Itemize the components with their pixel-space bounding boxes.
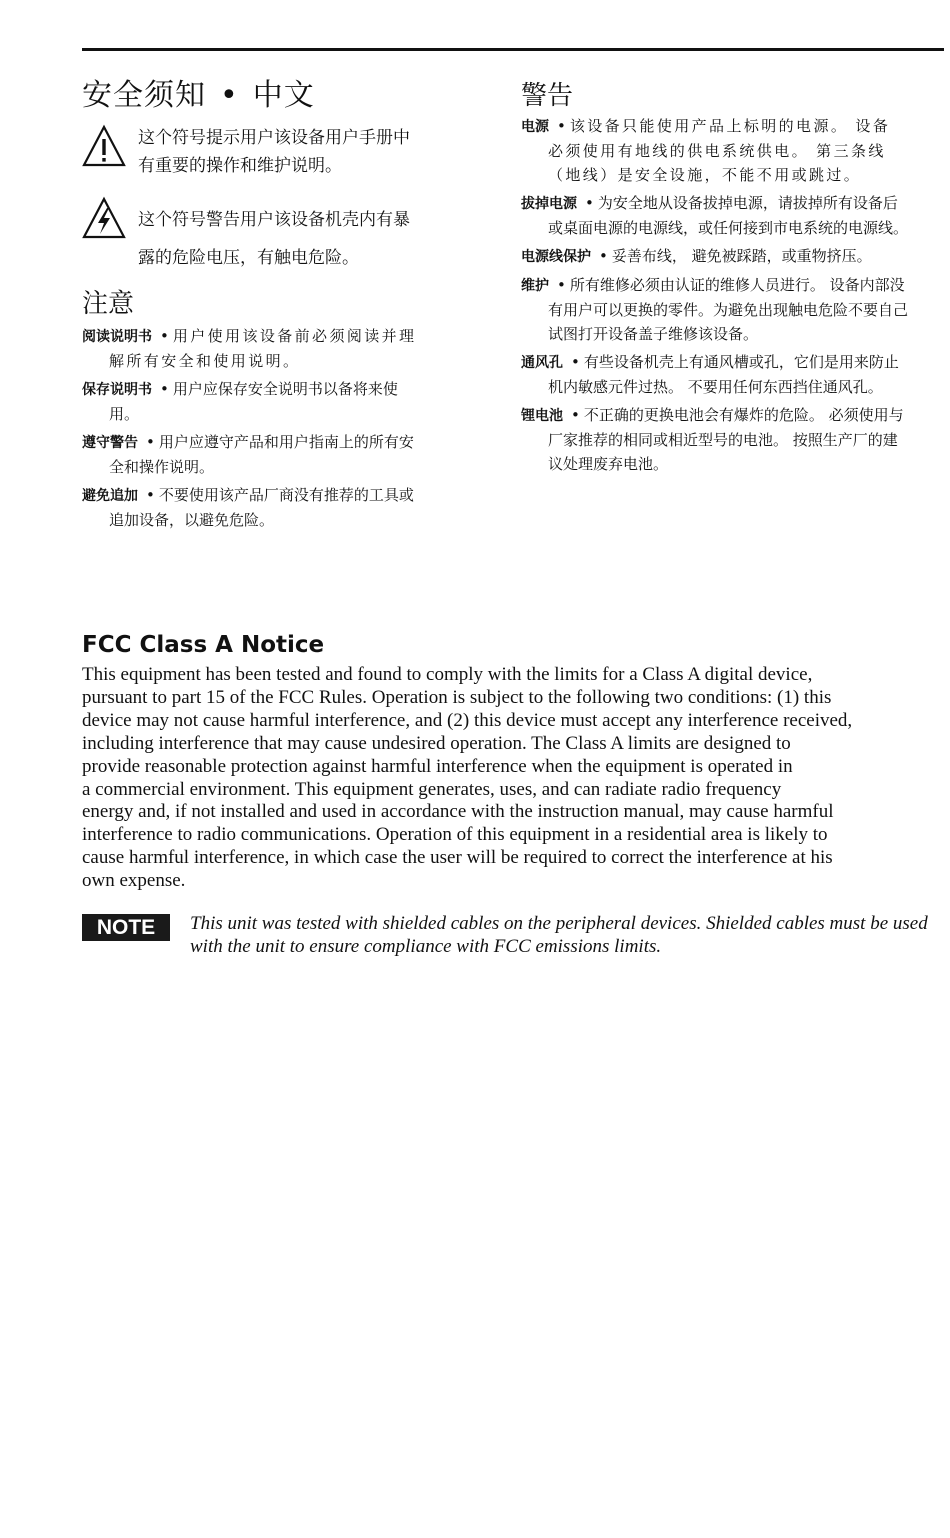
item-key: 通风孔 xyxy=(521,355,563,371)
fcc-line: This equipment has been tested and found to comply with the limits for a Class A digital device, xyxy=(82,664,813,685)
list-item: 电源 • 该设备只能使用产品上标明的电源。 设备 必须使用有地线的供电系统供电。 第三条线 （地线）是安全设施，不能不用或跳过。 xyxy=(521,114,943,187)
lightning-warning-triangle-icon xyxy=(82,196,126,240)
item-text: 用户应保存安全说明书以备将来使 xyxy=(172,380,398,398)
note-row xyxy=(82,913,942,959)
item-text: 该设备只能使用产品上标明的电源。 设备 xyxy=(569,117,891,135)
symbol-text-line1: 这个符号提示用户该设备用户手册中 xyxy=(138,128,410,148)
title-text: 安全须知 xyxy=(82,78,206,113)
item-text-cont: 机内敏感元件过热。 不要用任何东西挡住通风孔。 xyxy=(548,378,883,396)
fcc-body xyxy=(82,664,942,893)
top-rule xyxy=(82,48,944,51)
item-text-cont: 必须使用有地线的供电系统供电。 第三条线 xyxy=(548,142,886,160)
title-bullet: • xyxy=(220,78,239,113)
item-text: 妥善布线， 避免被踩踏，或重物挤压。 xyxy=(611,247,872,265)
item-text-cont: 试图打开设备盖子维修该设备。 xyxy=(548,325,759,343)
note-badge: NOTE xyxy=(82,914,170,941)
item-text-cont: 厂家推荐的相同或相近型号的电池。 按照生产厂的建 xyxy=(548,431,898,449)
list-item: 阅读说明书 • 用户使用该设备前必须阅读并理 解所有安全和使用说明。 xyxy=(82,324,472,373)
item-text-cont: （地线）是安全设施，不能不用或跳过。 xyxy=(548,166,862,184)
exclamation-warning-triangle-icon xyxy=(82,124,126,168)
item-key: 维护 xyxy=(521,278,549,294)
list-item: 避免追加 • 不要使用该产品厂商没有推荐的工具或 追加设备，以避免危险。 xyxy=(82,483,472,532)
list-item: 维护 • 所有维修必须由认证的维修人员进行。 设备内部没 有用户可以更换的零件。为避免出现触电危险不要自己 试图打开设备盖子维修该设备。 xyxy=(521,273,943,346)
warning-list xyxy=(521,114,943,476)
symbol-lightning xyxy=(82,196,472,272)
item-text-cont: 全和操作说明。 xyxy=(109,458,215,476)
fcc-line: cause harmful interference, in which case the user will be required to correct the interference at his xyxy=(82,847,833,869)
item-key: 保存说明书 xyxy=(82,382,152,398)
safety-right-column xyxy=(521,74,943,480)
fcc-title: FCC Class A Notice xyxy=(82,632,325,658)
item-text-cont: 或桌面电源的电源线，或任何接到市电系统的电源线。 xyxy=(548,219,909,237)
item-key: 电源线保护 xyxy=(521,249,591,265)
symbol-text-line2: 露的危险电压，有触电危险。 xyxy=(138,248,359,268)
symbol-text-line1: 这个符号警告用户该设备机壳内有暴 xyxy=(138,210,410,230)
item-key: 阅读说明书 xyxy=(82,329,152,345)
list-item: 遵守警告 • 用户应遵守产品和用户指南上的所有安 全和操作说明。 xyxy=(82,430,472,479)
symbol-text-line2: 有重要的操作和维护说明。 xyxy=(138,156,342,176)
title-lang: 中文 xyxy=(252,78,315,113)
page-title xyxy=(82,74,472,118)
item-text: 所有维修必须由认证的维修人员进行。 设备内部没 xyxy=(569,276,905,294)
item-text-cont: 追加设备，以避免危险。 xyxy=(109,511,275,529)
item-text: 不正确的更换电池会有爆炸的危险。 必须使用与 xyxy=(583,406,904,424)
fcc-line: pursuant to part 15 of the FCC Rules. Operation is subject to the following two conditions: (1) this xyxy=(82,686,832,708)
fcc-line: own expense. xyxy=(82,870,186,892)
note-line: with the unit to ensure compliance with FCC emissions limits. xyxy=(190,935,662,957)
caution-list xyxy=(82,324,472,532)
item-text-cont: 解所有安全和使用说明。 xyxy=(109,352,301,370)
item-text: 为安全地从设备拔掉电源，请拔掉所有设备后 xyxy=(597,194,898,212)
fcc-line: interference to radio communications. Operation of this equipment in a residential area is likely to xyxy=(82,824,828,846)
list-item: 拔掉电源 • 为安全地从设备拔掉电源，请拔掉所有设备后 或桌面电源的电源线，或任何接到市电系统的电源线。 xyxy=(521,191,943,240)
fcc-line: including interference that may cause undesired operation. The Class A limits are designed to xyxy=(82,732,791,754)
list-item: 锂电池 • 不正确的更换电池会有爆炸的危险。 必须使用与 厂家推荐的相同或相近型号的电池。 按照生产厂的建 议处理废弃电池。 xyxy=(521,403,943,476)
symbol-exclamation xyxy=(82,124,472,180)
item-text: 不要使用该产品厂商没有推荐的工具或 xyxy=(158,486,414,504)
note-text xyxy=(190,913,928,959)
list-item: 电源线保护 • 妥善布线， 避免被踩踏，或重物挤压。 xyxy=(521,247,872,265)
fcc-line: a commercial environment. This equipment generates, uses, and can radiate radio frequency xyxy=(82,778,782,800)
item-key: 拔掉电源 xyxy=(521,196,577,212)
warning-heading: 警告 xyxy=(521,81,574,111)
item-text: 有些设备机壳上有通风槽或孔，它们是用来防止 xyxy=(583,353,899,371)
item-key: 避免追加 xyxy=(82,488,138,504)
item-text: 用户使用该设备前必须阅读并理 xyxy=(172,327,417,345)
item-key: 电源 xyxy=(521,119,549,135)
item-text-cont: 议处理废弃电池。 xyxy=(548,455,669,473)
fcc-notice-section xyxy=(82,628,942,959)
list-item: 通风孔 • 有些设备机壳上有通风槽或孔，它们是用来防止 机内敏感元件过热。 不要用任何东西挡住通风孔。 xyxy=(521,350,943,399)
note-line: This unit was tested with shielded cables on the peripheral devices. Shielded cables must be used xyxy=(190,913,928,935)
item-text-cont: 有用户可以更换的零件。为避免出现触电危险不要自己 xyxy=(548,301,909,319)
item-text: 用户应遵守产品和用户指南上的所有安 xyxy=(158,433,414,451)
safety-left-column xyxy=(82,74,472,536)
list-item: 保存说明书 • 用户应保存安全说明书以备将来使 用。 xyxy=(82,377,472,426)
caution-heading: 注意 xyxy=(82,289,135,319)
fcc-line: energy and, if not installed and used in accordance with the instruction manual, may cause harmful xyxy=(82,801,834,823)
fcc-line: provide reasonable protection against harmful interference when the equipment is operated in xyxy=(82,755,793,777)
item-key: 锂电池 xyxy=(521,408,563,424)
item-text-cont: 用。 xyxy=(109,405,140,423)
item-key: 遵守警告 xyxy=(82,435,138,451)
fcc-line: device may not cause harmful interference, and (2) this device must accept any interference received, xyxy=(82,709,853,731)
